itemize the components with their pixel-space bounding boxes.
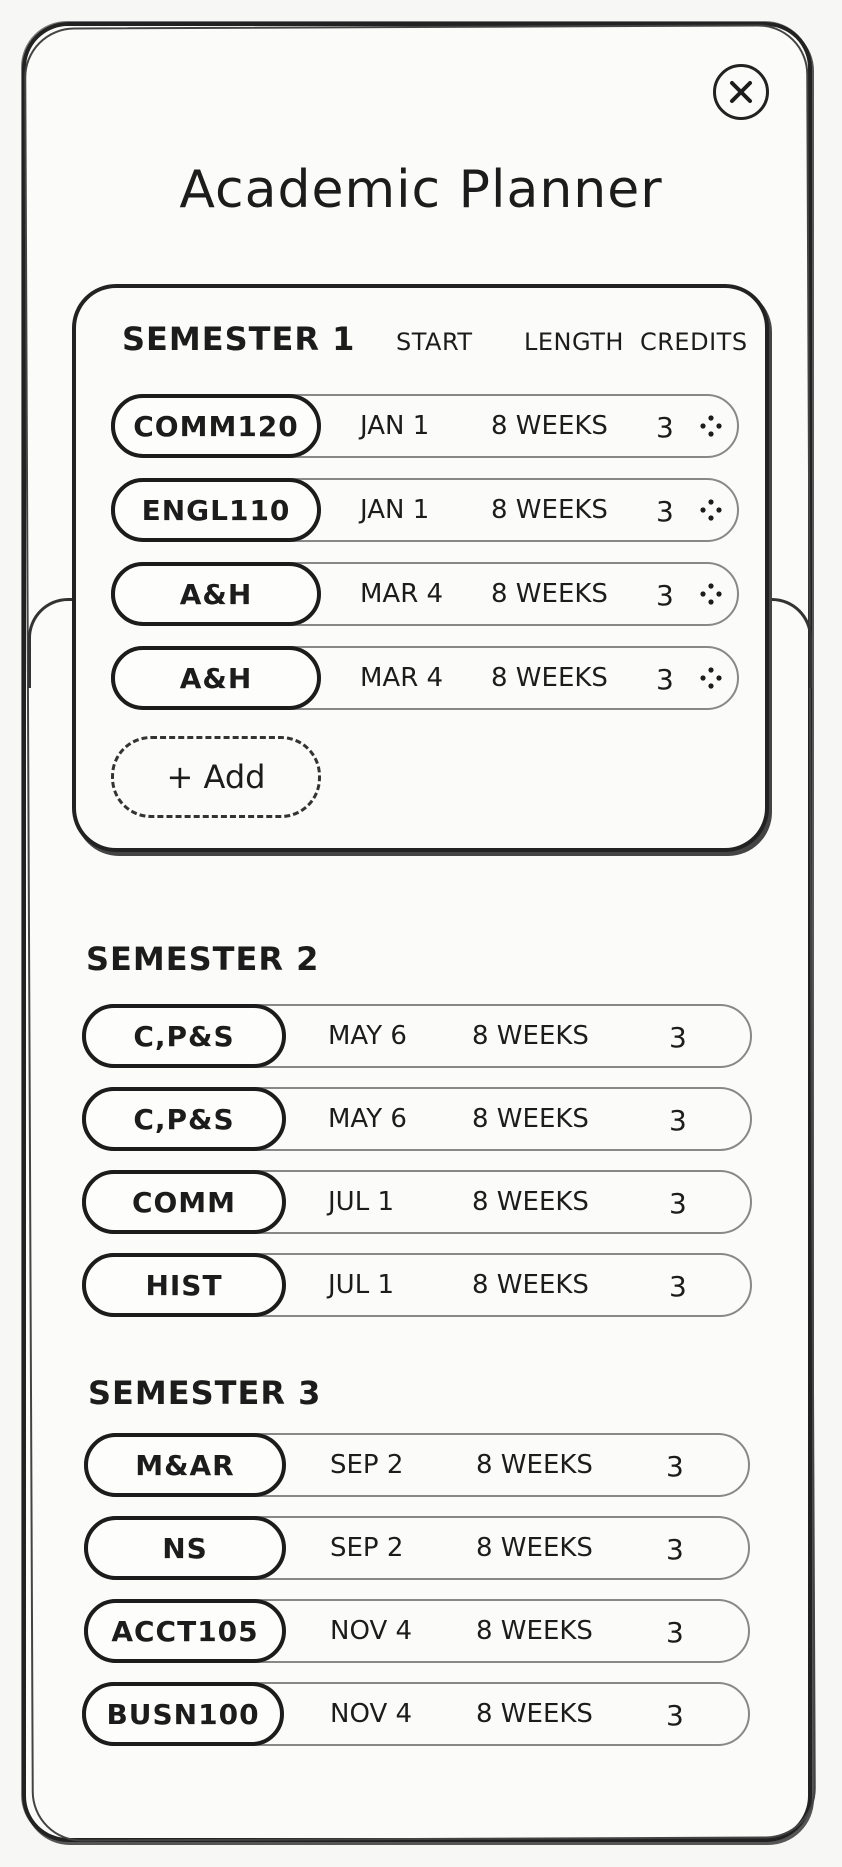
course-start: JAN 1 bbox=[360, 411, 430, 441]
close-icon bbox=[726, 77, 756, 107]
column-header-start: START bbox=[396, 328, 473, 356]
course-start: SEP 2 bbox=[330, 1533, 404, 1563]
course-pill[interactable]: COMM bbox=[82, 1170, 286, 1234]
drag-handle-icon[interactable] bbox=[697, 664, 725, 692]
course-credits: 3 bbox=[656, 663, 674, 696]
course-pill[interactable]: NS bbox=[84, 1516, 286, 1580]
course-credits: 3 bbox=[666, 1616, 684, 1649]
course-start: MAY 6 bbox=[328, 1021, 407, 1051]
course-credits: 3 bbox=[656, 411, 674, 444]
course-start: JAN 1 bbox=[360, 495, 430, 525]
course-credits: 3 bbox=[666, 1699, 684, 1732]
course-length: 8 WEEKS bbox=[491, 495, 608, 525]
course-pill[interactable]: A&H bbox=[111, 562, 321, 626]
course-start: NOV 4 bbox=[330, 1616, 413, 1646]
course-pill[interactable]: M&AR bbox=[84, 1433, 286, 1497]
course-start: SEP 2 bbox=[330, 1450, 404, 1480]
course-credits: 3 bbox=[669, 1187, 687, 1220]
course-length: 8 WEEKS bbox=[476, 1616, 593, 1646]
course-start: MAR 4 bbox=[360, 579, 444, 609]
course-row[interactable] bbox=[111, 394, 739, 458]
semester-header bbox=[122, 318, 748, 368]
course-pill[interactable]: C,P&S bbox=[82, 1004, 286, 1068]
course-credits: 3 bbox=[656, 579, 674, 612]
course-row[interactable] bbox=[82, 1004, 752, 1068]
course-pill[interactable]: ENGL110 bbox=[111, 478, 321, 542]
course-row[interactable] bbox=[82, 1087, 752, 1151]
course-credits: 3 bbox=[669, 1021, 687, 1054]
course-credits: 3 bbox=[656, 495, 674, 528]
course-row[interactable] bbox=[82, 1170, 752, 1234]
course-length: 8 WEEKS bbox=[491, 411, 608, 441]
course-pill[interactable]: C,P&S bbox=[82, 1087, 286, 1151]
close-button[interactable] bbox=[713, 64, 769, 120]
course-length: 8 WEEKS bbox=[491, 579, 608, 609]
course-row[interactable] bbox=[111, 478, 739, 542]
course-length: 8 WEEKS bbox=[472, 1104, 589, 1134]
course-length: 8 WEEKS bbox=[472, 1021, 589, 1051]
drag-handle-icon[interactable] bbox=[697, 580, 725, 608]
column-header-credits: CREDITS bbox=[640, 328, 748, 356]
course-row[interactable] bbox=[84, 1433, 750, 1497]
course-row[interactable] bbox=[84, 1516, 750, 1580]
add-course-button[interactable]: + Add bbox=[111, 736, 321, 818]
semester-card-active bbox=[72, 284, 769, 852]
course-row[interactable] bbox=[111, 562, 739, 626]
course-length: 8 WEEKS bbox=[472, 1187, 589, 1217]
course-credits: 3 bbox=[669, 1270, 687, 1303]
course-row[interactable] bbox=[111, 646, 739, 710]
drag-handle-icon[interactable] bbox=[697, 412, 725, 440]
course-length: 8 WEEKS bbox=[472, 1270, 589, 1300]
page-title: Academic Planner bbox=[179, 160, 663, 220]
course-length: 8 WEEKS bbox=[476, 1533, 593, 1563]
course-row[interactable] bbox=[82, 1253, 752, 1317]
column-header-length: LENGTH bbox=[524, 328, 624, 356]
course-start: NOV 4 bbox=[330, 1699, 413, 1729]
course-start: MAY 6 bbox=[328, 1104, 407, 1134]
course-pill[interactable]: HIST bbox=[82, 1253, 286, 1317]
course-credits: 3 bbox=[666, 1450, 684, 1483]
course-credits: 3 bbox=[669, 1104, 687, 1137]
course-pill[interactable]: COMM120 bbox=[111, 394, 321, 458]
course-pill[interactable]: BUSN100 bbox=[82, 1682, 284, 1746]
course-length: 8 WEEKS bbox=[476, 1699, 593, 1729]
semester-title: SEMESTER 1 bbox=[122, 320, 356, 358]
course-row[interactable] bbox=[84, 1599, 750, 1663]
semester-title: SEMESTER 3 bbox=[88, 1374, 322, 1412]
course-row[interactable] bbox=[82, 1682, 750, 1746]
course-start: MAR 4 bbox=[360, 663, 444, 693]
course-length: 8 WEEKS bbox=[476, 1450, 593, 1480]
course-pill[interactable]: ACCT105 bbox=[84, 1599, 286, 1663]
drag-handle-icon[interactable] bbox=[697, 496, 725, 524]
course-pill[interactable]: A&H bbox=[111, 646, 321, 710]
semester-title: SEMESTER 2 bbox=[86, 940, 320, 978]
course-start: JUL 1 bbox=[328, 1187, 394, 1217]
course-credits: 3 bbox=[666, 1533, 684, 1566]
course-start: JUL 1 bbox=[328, 1270, 394, 1300]
course-length: 8 WEEKS bbox=[491, 663, 608, 693]
